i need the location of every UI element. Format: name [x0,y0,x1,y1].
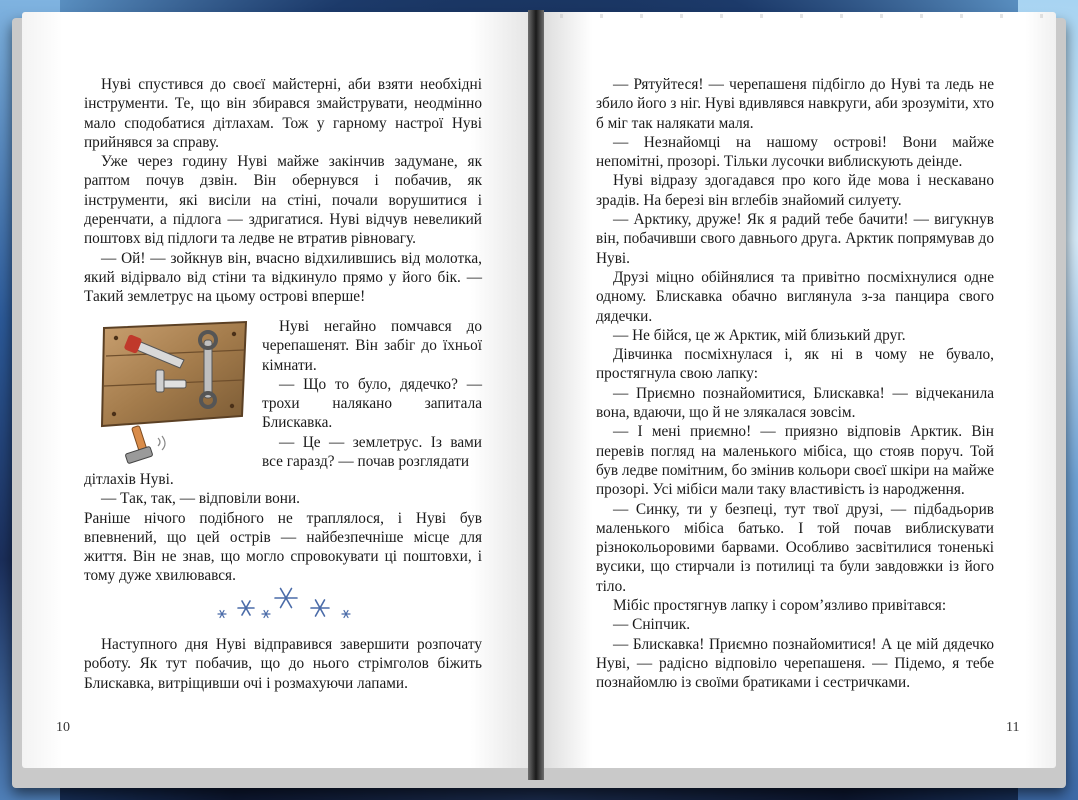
left-text-top [84,75,482,307]
tool-board-icon [96,318,252,466]
left-text-bottom [84,635,482,693]
paragraph: Нуві спустився до своєї майстерні, аби взяти необхідні інструменти. Те, що він збирався змайструвати, неодмінно мало сподобатися дітлахам. Тож у гарному настрої Нуві прийнявся за справу. [84,76,482,151]
paragraph: Дівчинка посміхнулася і, як ні в чому не бувало, простягнула свою лапку: [596,346,994,383]
snowflake-icon [342,611,350,618]
paragraph: Мібіс простягнув лапку і сором’язливо привітався: [613,597,947,615]
snowflake-icon [262,611,270,618]
page-number-right: 11 [1006,720,1020,735]
paragraph: дітлахів Нуві. [84,471,174,488]
paragraph: — І мені приємно! — приязно відповів Арктик. Він перевів погляд на маленького мібіса, що стояв поруч. Той був ледве помітним, бо змінив кольори своєї шкіри на майже прозорі. Усі мібіси мали таку властивість із народження. [596,423,994,499]
paragraph: Раніше нічого подібного не траплялося, і Нуві був впевнений, що цей острів — найбезпечніше місце для життя. Він не знав, що могло спровокувати ці поштовхи, і тому дуже хвилювався. [84,509,482,585]
snowflake-icon [275,589,297,608]
paragraph: — Синку, ти у безпеці, тут твої друзі, — підбадьорив маленького мібіса батько. І той почав виблискувати різнокольоровими барвами. Особливо засвітилися тоненькі вусики, що стирчали із потилиці та були завдовжки із його тіло. [596,500,994,595]
paragraph: — Незнайомці на нашому острові! Вони майже непомітні, прозорі. Тільки лусочки виблискують деінде. [596,133,994,171]
paragraph: — Не бійся, це ж Арктик, мій близький друг. [613,326,906,344]
paragraph: — Сніпчик. [613,616,691,634]
page-number-left: 10 [56,720,70,735]
paragraph: — Приємно познайомитися, Блискавка! — відчеканила вона, вдаючи, що й не злякалася зовсім. [596,384,994,422]
right-text [596,75,994,693]
paragraph: — Арктику, друже! Як я радий тебе бачити! — вигукнув він, побачивши свого давнього друга. Арктик попрямував до Нуві. [596,211,994,267]
snowflake-icon [218,611,226,618]
book-spine [528,10,544,780]
page-edge-strip [560,14,1050,18]
paragraph: Наступного дня Нуві відправився завершити розпочату роботу. Як тут побачив, що до нього стрімголов біжить Блискавка, витріщивши очі і розмахуючи лапами. [84,636,482,692]
paragraph: — Це — землетрус. Із вами все гаразд? — почав розглядати [262,433,482,471]
paragraph: Уже через годину Нуві майже закінчив задумане, як раптом почув дзвін. Він обернувся і побачив, як інструменти, які висіли на стіні, почали ворушитися і деренчати, а підлога — здригатися. Нуві відчув невеликий поштовх від підлоги та ледве не втратив рівновагу. [84,153,482,248]
paragraph: Нуві негайно помчався до черепашенят. Він забіг до їхньої кімнати. [262,318,482,374]
paragraph: Друзі міцно обійнялися та привітно посміхнулися одне одному. Блискавка обачно виглянула з-за панцира свого дядечки. [596,268,994,325]
paragraph: — Блискавка! Приємно познайомитися! А це мій дядечко Нуві, — радісно відповіло черепашеня. — Підемо, я тебе познайомлю із своїми братиками і сестричками. [596,635,994,692]
paragraph: Нуві відразу здогадався про кого йде мова і нескавано зрадів. На березі він вглебів знайомий силуету. [596,172,994,209]
paragraph: — Рятуйтеся! — черепашеня підбігло до Нуві та ледь не збило його з ніг. Нуві вдивлявся навкруги, аби зрозуміти, хто б міг так налякати маля. [596,76,994,132]
snowflake-icon [238,601,254,615]
paragraph: — Ой! — зойкнув він, вчасно відхилившись від молотка, який відірвало від стіни та відкинуло прямо у його бік. — Такий землетрус на цьому острові вперше! [84,249,482,306]
left-text-beside-image [262,317,482,471]
paragraph: — Так, так, — відповіли вони. [101,490,300,508]
snowflake-divider [212,584,356,624]
left-text-after-image [84,470,482,586]
snowflake-icon [311,600,329,616]
paragraph: — Що то було, дядечко? — трохи налякано запитала Блискавка. [262,375,482,432]
